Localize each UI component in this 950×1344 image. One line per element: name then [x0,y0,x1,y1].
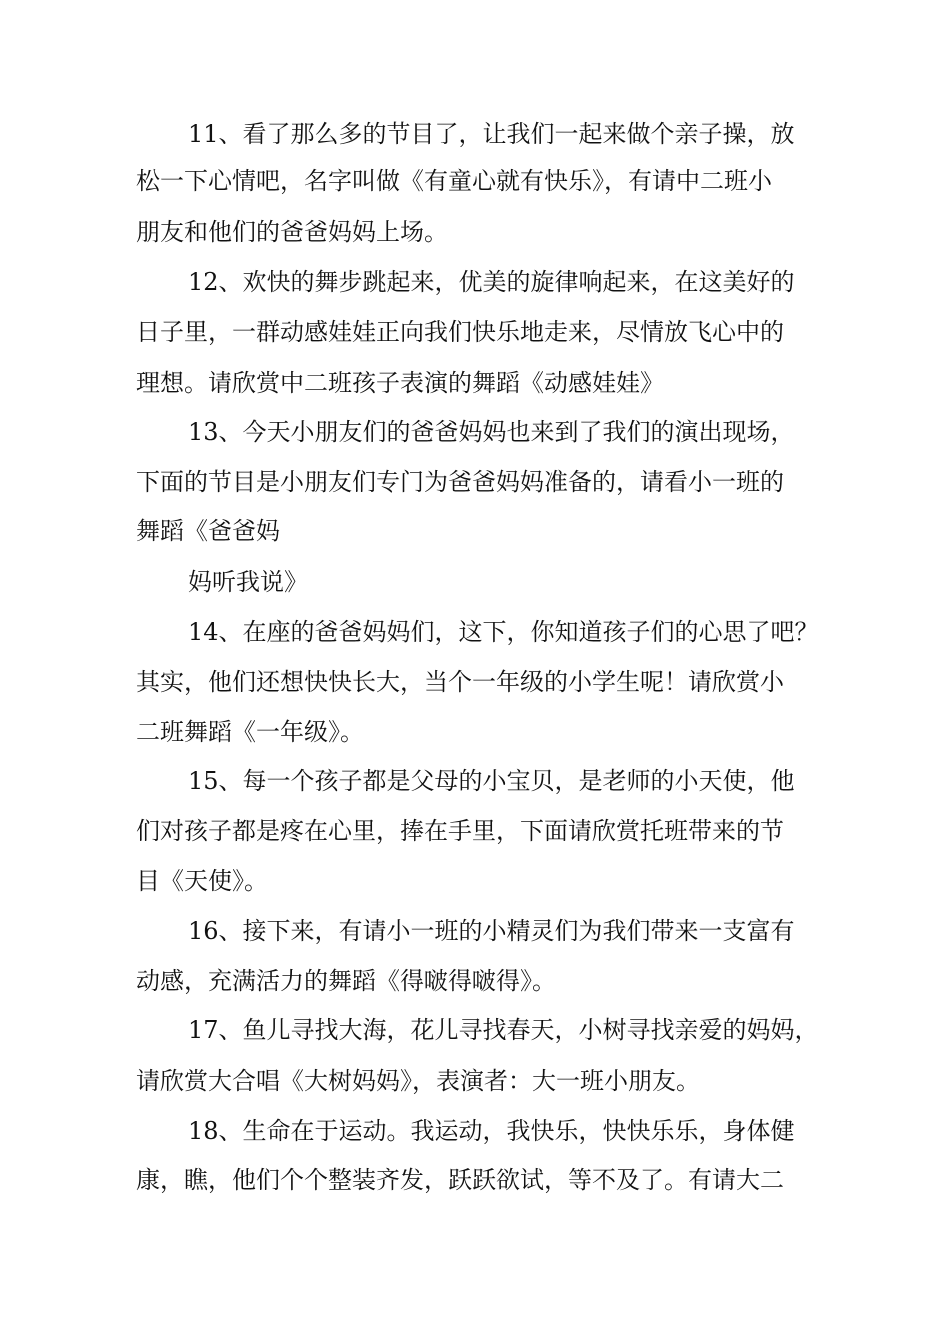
paragraph-14-line-3: 二班舞蹈《一年级》。 [136,718,364,746]
paragraph-13-line-2: 下面的节目是小朋友们专门为爸爸妈妈准备的，请看小一班的 [136,468,784,496]
paragraph-11-line-2: 松一下心情吧，名字叫做《有童心就有快乐》，有请中二班小 [136,167,772,195]
paragraph-17-line-2: 请欣赏大合唱《大树妈妈》，表演者：大一班小朋友。 [136,1067,700,1095]
paragraph-12-line-3: 理想。请欣赏中二班孩子表演的舞蹈《动感娃娃》 [136,369,664,397]
paragraph-16-line-1: 16、接下来，有请小一班的小精灵们为我们带来一支富有 [188,917,795,945]
paragraph-13-line-1: 13、今天小朋友们的爸爸妈妈也来到了我们的演出现场， [188,418,795,446]
paragraph-15-line-3: 目《天使》。 [136,867,268,895]
paragraph-18-line-1: 18、生命在于运动。我运动，我快乐，快快乐乐，身体健 [188,1117,795,1145]
paragraph-14-line-1: 14、在座的爸爸妈妈们，这下，你知道孩子们的心思了吧？ [188,618,819,646]
paragraph-18-line-2: 康，瞧，他们个个整装齐发，跃跃欲试，等不及了。有请大二 [136,1166,784,1194]
paragraph-13-line-3: 舞蹈《爸爸妈 [136,517,280,545]
paragraph-12-line-2: 日子里，一群动感娃娃正向我们快乐地走来，尽情放飞心中的 [136,318,784,346]
paragraph-15-line-2: 们对孩子都是疼在心里，捧在手里，下面请欣赏托班带来的节 [136,817,784,845]
paragraph-12-line-1: 12、欢快的舞步跳起来，优美的旋律响起来，在这美好的 [188,268,795,296]
paragraph-17-line-1: 17、鱼儿寻找大海，花儿寻找春天，小树寻找亲爱的妈妈， [188,1016,819,1044]
paragraph-14-line-2: 其实，他们还想快快长大，当个一年级的小学生呢！请欣赏小 [136,668,784,696]
paragraph-16-line-2: 动感，充满活力的舞蹈《得啵得啵得》。 [136,967,556,995]
paragraph-11-line-3: 朋友和他们的爸爸妈妈上场。 [136,218,448,246]
paragraph-11-line-1: 11、看了那么多的节目了，让我们一起来做个亲子操，放 [188,120,795,148]
paragraph-13-line-4: 妈听我说》 [188,568,308,596]
paragraph-15-line-1: 15、每一个孩子都是父母的小宝贝，是老师的小天使，他 [188,767,795,795]
